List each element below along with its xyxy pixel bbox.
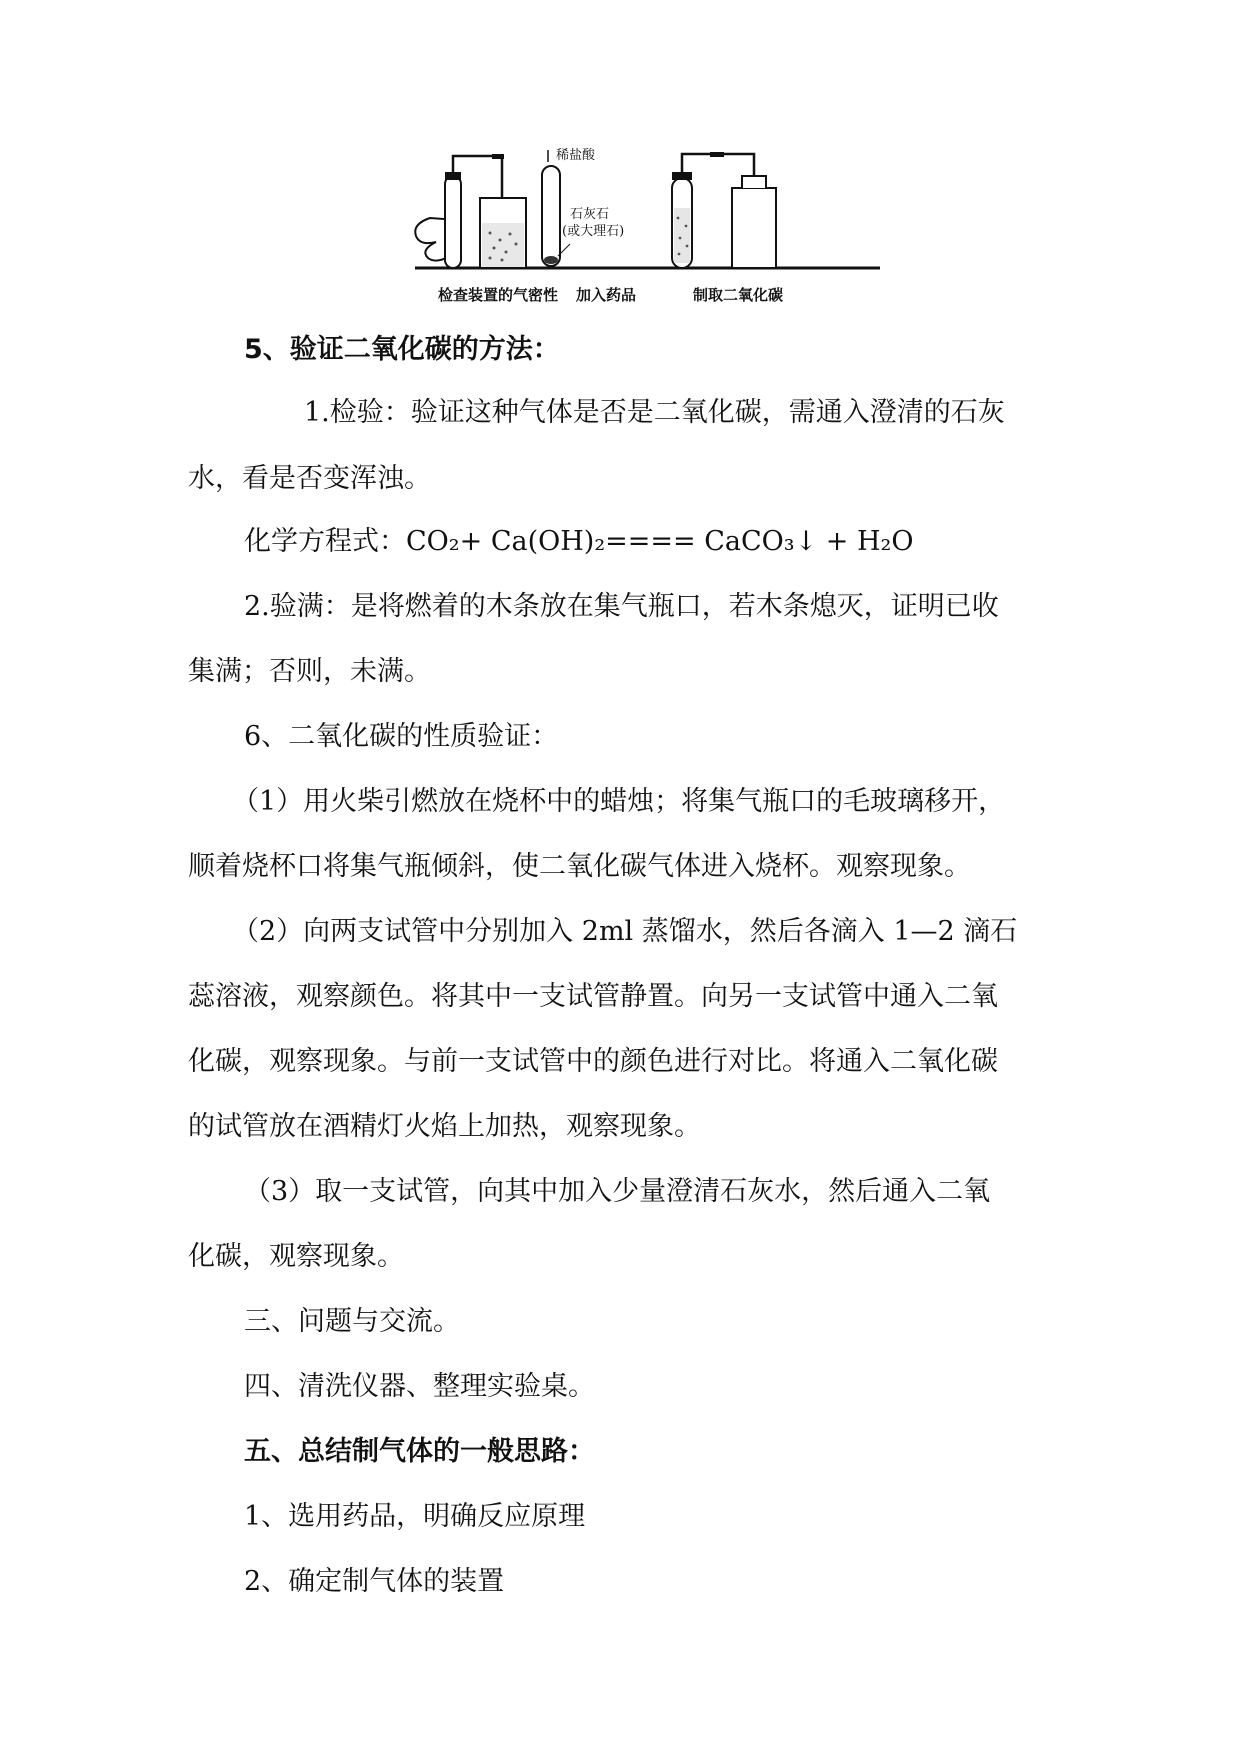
text-test-1: 1.检验：验证这种气体是否是二氧化碳，需通入澄清的石灰 <box>304 397 1005 428</box>
text-prop-2-cont2: 化碳，观察现象。与前一支试管中的颜色进行对比。将通入二氧化碳 <box>188 1046 998 1077</box>
caption-produce-co2: 制取二氧化碳 <box>693 286 784 304</box>
produce-co2-setup <box>672 152 776 268</box>
text-prop-1-cont: 顺着烧杯口将集气瓶倾斜，使二氧化碳气体进入烧杯。观察现象。 <box>188 851 971 882</box>
text-prop-2-cont3: 的试管放在酒精灯火焰上加热，观察现象。 <box>188 1111 701 1142</box>
text-prop-1: （1）用火柴引燃放在烧杯中的蜡烛；将集气瓶口的毛玻璃移开， <box>232 786 1006 817</box>
airtightness-setup <box>415 154 526 268</box>
caption-airtightness: 检查装置的气密性 <box>438 286 559 304</box>
text-test-2-cont: 集满；否则，未满。 <box>188 656 431 687</box>
caption-add-reagent: 加入药品 <box>576 286 637 304</box>
text-prop-2-cont1: 蕊溶液，观察颜色。将其中一支试管静置。向另一支试管中通入二氧 <box>188 981 998 1012</box>
text-test-1-cont: 水，看是否变浑浊。 <box>188 463 431 494</box>
add-reagent-setup <box>542 150 570 266</box>
text-prop-3: （3）取一支试管，向其中加入少量澄清石灰水，然后通入二氧 <box>244 1176 991 1207</box>
text-section-4: 四、清洗仪器、整理实验桌。 <box>244 1371 595 1402</box>
heading-properties: 6、二氧化碳的性质验证： <box>244 721 559 752</box>
heading-summary: 五、总结制气体的一般思路： <box>244 1436 595 1467</box>
text-equation: 化学方程式：CO₂+ Ca(OH)₂==== CaCO₃↓ + H₂O <box>244 526 914 557</box>
label-limestone: 石灰石 <box>570 207 610 222</box>
label-marble: (或大理石) <box>562 224 625 239</box>
apparatus-figure <box>410 148 880 308</box>
label-dilute-hcl: 稀盐酸 <box>556 148 596 163</box>
text-summary-2: 2、确定制气体的装置 <box>244 1566 505 1597</box>
text-section-3: 三、问题与交流。 <box>244 1306 460 1337</box>
text-prop-3-cont: 化碳，观察现象。 <box>188 1241 404 1272</box>
heading-verify-co2: 5、验证二氧化碳的方法： <box>244 334 560 365</box>
text-summary-1: 1、选用药品，明确反应原理 <box>244 1501 586 1532</box>
text-test-2: 2.验满：是将燃着的木条放在集气瓶口，若木条熄灭，证明已收 <box>244 591 999 622</box>
text-prop-2: （2）向两支试管中分别加入 2ml 蒸馏水，然后各滴入 1—2 滴石 <box>232 916 1018 947</box>
